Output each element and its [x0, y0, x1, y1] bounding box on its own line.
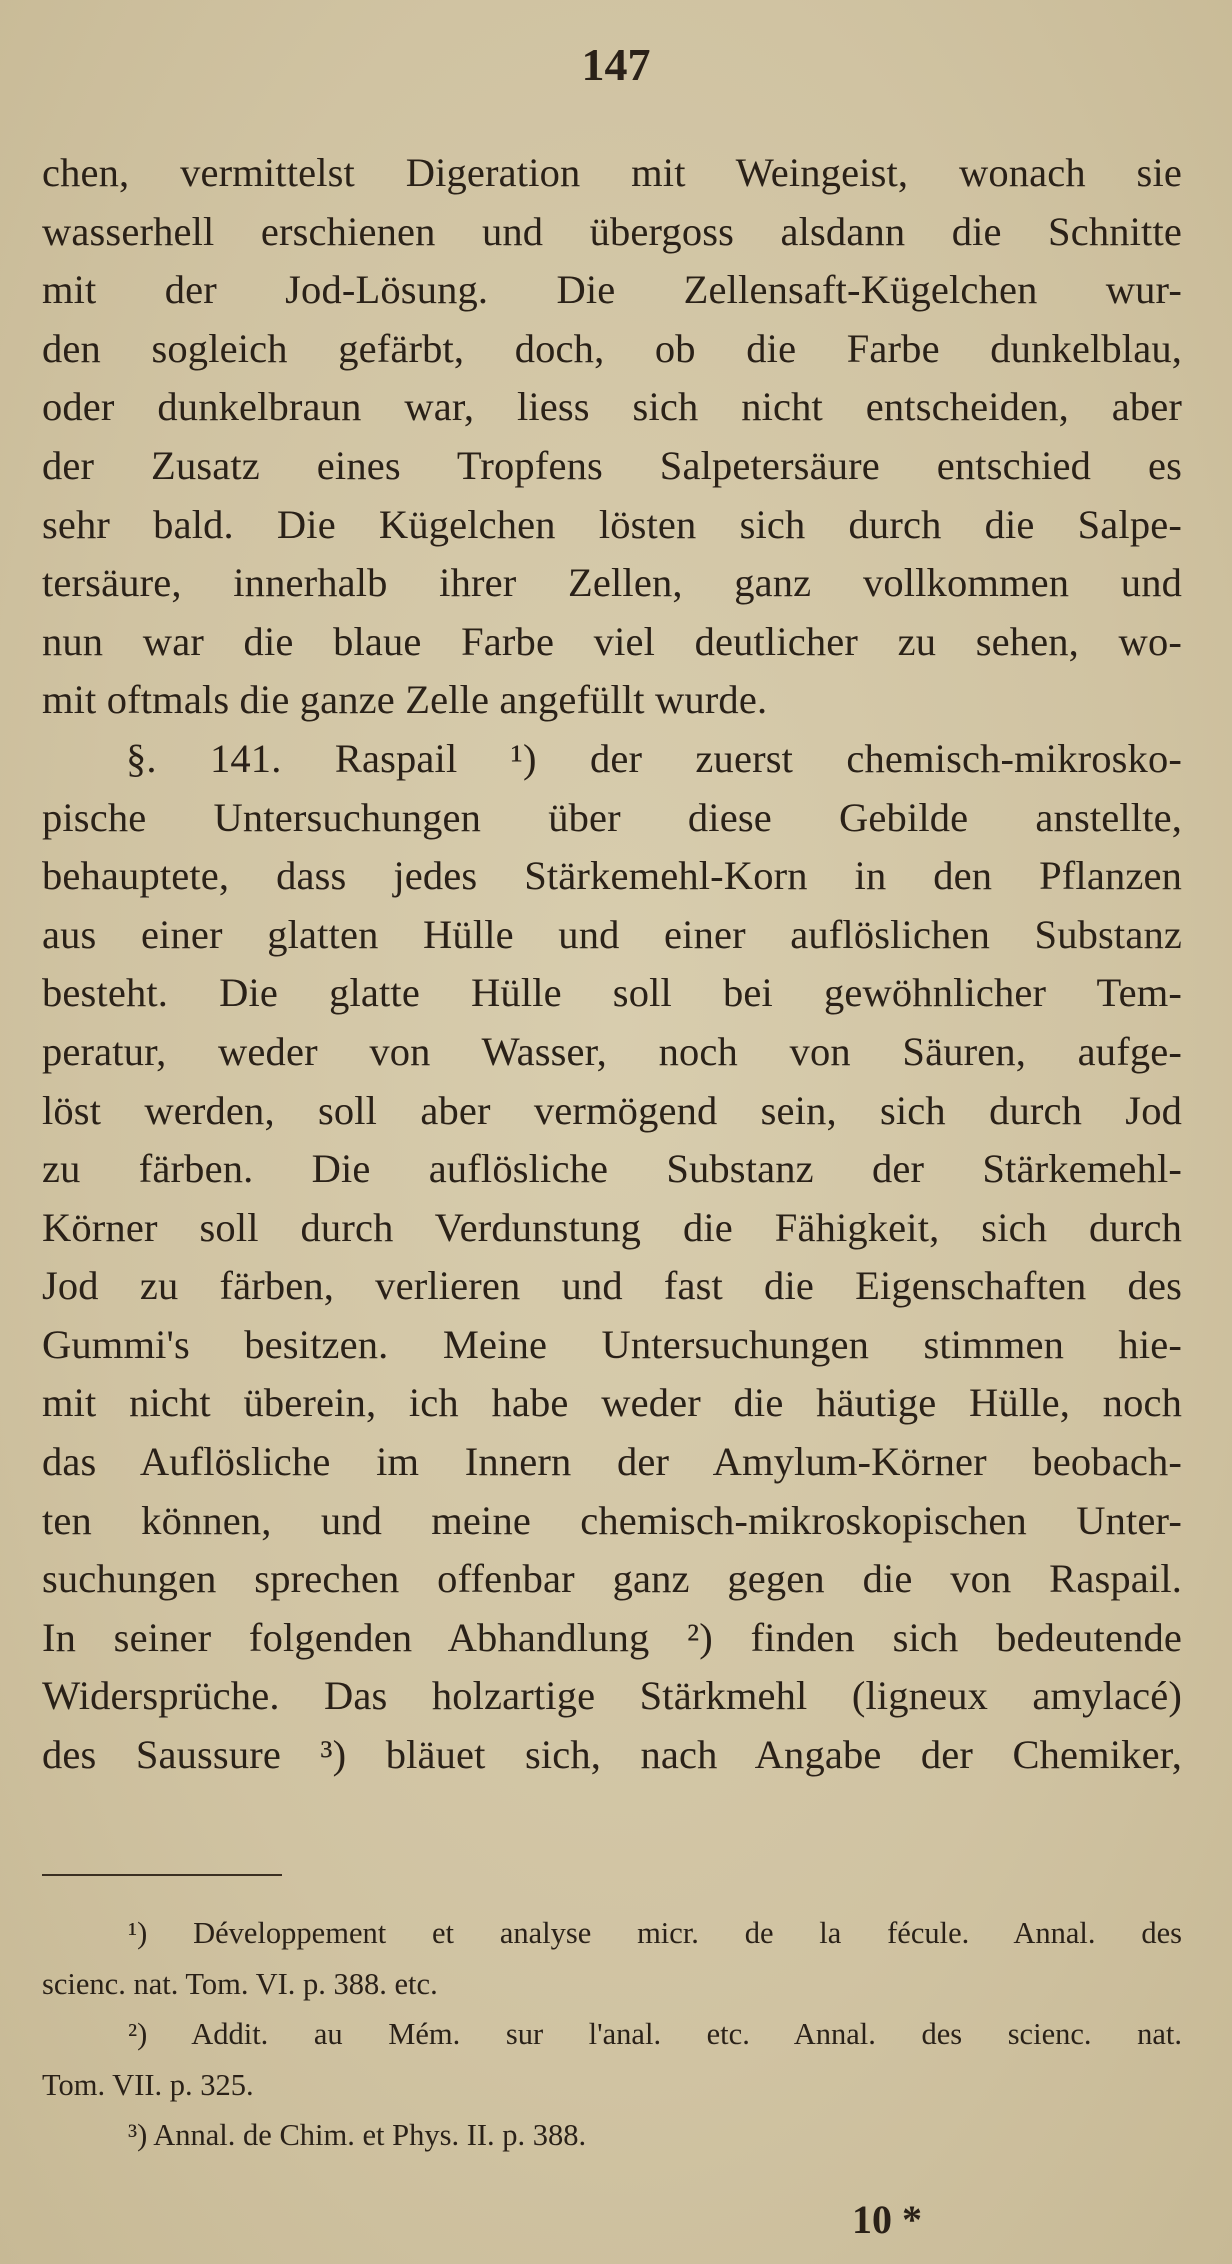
text-line: oder dunkelbraun war, liess sich nicht entscheiden, aber	[42, 384, 1182, 430]
body-text	[42, 144, 1182, 1785]
text-line: Gummi's besitzen. Meine Untersuchungen stimmen hie-	[42, 1321, 1182, 1367]
text-line: peratur, weder von Wasser, noch von Säuren, aufge-	[42, 1028, 1182, 1074]
text-line: tersäure, innerhalb ihrer Zellen, ganz vollkommen und	[42, 560, 1182, 606]
section-heading-line: §. 141. Raspail ¹) der zuerst chemisch-mikrosko-	[126, 735, 1182, 781]
text-line: ten können, und meine chemisch-mikroskopischen Unter-	[42, 1497, 1182, 1543]
footnote-2-continued: Tom. VII. p. 325.	[42, 2067, 254, 2102]
text-line: aus einer glatten Hülle und einer auflöslichen Substanz	[42, 911, 1182, 957]
text-line: Widersprüche. Das holzartige Stärkmehl (ligneux amylacé)	[42, 1673, 1182, 1719]
text-line: wasserhell erschienen und übergoss alsdann die Schnitte	[42, 208, 1182, 254]
text-line: der Zusatz eines Tropfens Salpetersäure entschied es	[42, 442, 1182, 488]
text-line: löst werden, soll aber vermögend sein, sich durch Jod	[42, 1087, 1182, 1133]
text-line: den sogleich gefärbt, doch, ob die Farbe dunkelblau,	[42, 325, 1182, 371]
footnote-1: ¹) Développement et analyse micr. de la fécule. Annal. des	[128, 1916, 1182, 1950]
text-line: sehr bald. Die Kügelchen lösten sich durch die Salpe-	[42, 501, 1182, 547]
text-line: des Saussure ³) bläuet sich, nach Angabe der Chemiker,	[42, 1732, 1182, 1778]
text-line: mit oftmals die ganze Zelle angefüllt wurde.	[42, 677, 768, 723]
text-line: Körner soll durch Verdunstung die Fähigkeit, sich durch	[42, 1204, 1182, 1250]
text-line: In seiner folgenden Abhandlung ²) finden sich bedeutende	[42, 1614, 1182, 1660]
text-line: suchungen sprechen offenbar ganz gegen die von Raspail.	[42, 1556, 1182, 1602]
text-line: mit nicht überein, ich habe weder die häutige Hülle, noch	[42, 1380, 1182, 1426]
footnotes	[42, 1908, 1182, 2161]
text-line: pische Untersuchungen über diese Gebilde anstellte,	[42, 794, 1182, 840]
page-number: 147	[581, 39, 651, 90]
text-line: behauptete, dass jedes Stärkemehl-Korn in den Pflanzen	[42, 853, 1182, 899]
text-line: Jod zu färben, verlieren und fast die Eigenschaften des	[42, 1263, 1182, 1309]
text-line: mit der Jod-Lösung. Die Zellensaft-Kügelchen wur-	[42, 267, 1182, 313]
footnote-3: ³) Annal. de Chim. et Phys. II. p. 388.	[128, 2118, 587, 2152]
text-line: besteht. Die glatte Hülle soll bei gewöhnlicher Tem-	[42, 970, 1182, 1016]
text-line: chen, vermittelst Digeration mit Weingeist, wonach sie	[42, 150, 1182, 195]
text-line: zu färben. Die auflösliche Substanz der Stärkemehl-	[42, 1146, 1182, 1192]
text-line: nun war die blaue Farbe viel deutlicher zu sehen, wo-	[42, 618, 1182, 664]
footnote-2: ²) Addit. au Mém. sur l'anal. etc. Annal. des scienc. nat.	[128, 2017, 1182, 2051]
footnote-separator	[42, 1874, 282, 1876]
footnote-1-continued: scienc. nat. Tom. VI. p. 388. etc.	[42, 1966, 438, 2001]
signature-mark: 10 *	[852, 2197, 922, 2242]
text-line: das Auflösliche im Innern der Amylum-Körner beobach-	[42, 1439, 1182, 1485]
